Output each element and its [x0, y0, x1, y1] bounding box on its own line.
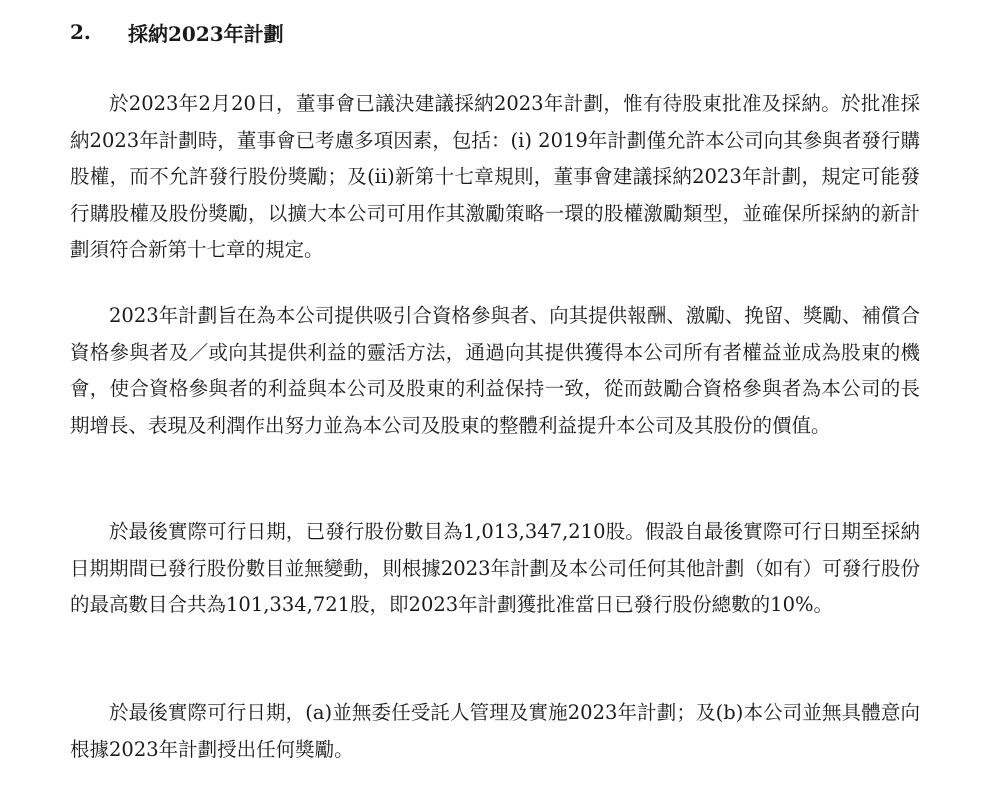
section-heading: [70, 16, 284, 48]
paragraph-share-count: 於最後實際可行日期，已發行股份數目為1,013,347,210股。假設自最後實際可行日期至採納日期期間已發行股份數目並無變動，則根據2023年計劃及本公司任何其他計劃（如有）可發行股份的最高數目合共為101,334,721股，即2023年計劃獲批准當日已發行股份總數的10%。: [70, 520, 920, 616]
paragraph-trustee-intention: 於最後實際可行日期，(a)並無委任受託人管理及實施2023年計劃；及(b)本公司並無具體意向根據2023年計劃授出任何獎勵。: [70, 701, 920, 761]
section-number: 2.: [70, 20, 91, 44]
section-title: 採納2023年計劃: [128, 21, 284, 46]
paragraph-plan-purpose: 2023年計劃旨在為本公司提供吸引合資格參與者、向其提供報酬、激勵、挽留、獎勵、補償合資格參與者及／或向其提供利益的靈活方法，通過向其提供獲得本公司所有者權益並成為股東的機會，使合資格參與者的利益與本公司及股東的利益保持一致，從而鼓勵合資格參與者為本公司的長期增長、表現及利潤作出努力並為本公司及股東的整體利益提升本公司及其股份的價值。: [70, 304, 920, 437]
paragraph-adoption-background: 於2023年2月20日，董事會已議決建議採納2023年計劃，惟有待股東批准及採納。於批准採納2023年計劃時，董事會已考慮多項因素，包括：(i) 2019年計劃僅允許本公司向其參與者發行購股權，而不允許發行股份獎勵；及(ii)新第十七章規則，董事會建議採納2023年計劃，規定可能發行購股權及股份獎勵，以擴大本公司可用作其激勵策略一環的股權激勵類型，並確保所採納的新計劃須符合新第十七章的規定。: [70, 92, 920, 261]
